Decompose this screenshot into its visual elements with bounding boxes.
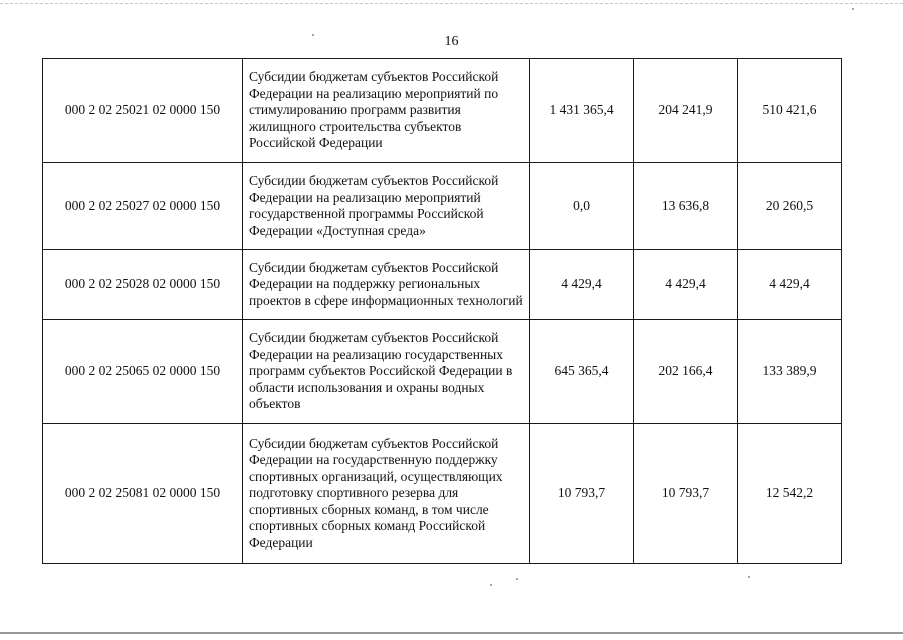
- scan-bottom-edge: [0, 632, 903, 634]
- value-3-cell: 133 389,9: [738, 320, 842, 424]
- value-3-cell: 4 429,4: [738, 250, 842, 320]
- budget-code-cell: 000 2 02 25065 02 0000 150: [43, 320, 243, 424]
- value-1-cell: 10 793,7: [530, 424, 634, 564]
- scan-speck: [312, 34, 314, 36]
- budget-code-cell: 000 2 02 25028 02 0000 150: [43, 250, 243, 320]
- value-3-cell: 510 421,6: [738, 59, 842, 163]
- table-row: [43, 163, 842, 250]
- description-cell: Субсидии бюджетам субъектов Российской Федерации на реализацию государственных программ субъектов Российской Федерации в области использования и охраны водных объектов: [243, 320, 530, 424]
- scan-top-edge: [0, 3, 903, 5]
- table-row: [43, 59, 842, 163]
- budget-code-cell: 000 2 02 25081 02 0000 150: [43, 424, 243, 564]
- scan-speck: [490, 584, 492, 586]
- value-1-cell: 4 429,4: [530, 250, 634, 320]
- value-1-cell: 1 431 365,4: [530, 59, 634, 163]
- scan-speck: [852, 8, 854, 10]
- scan-speck: [748, 576, 750, 578]
- value-2-cell: 204 241,9: [634, 59, 738, 163]
- value-1-cell: 0,0: [530, 163, 634, 250]
- value-3-cell: 20 260,5: [738, 163, 842, 250]
- table-row: [43, 320, 842, 424]
- description-cell: Субсидии бюджетам субъектов Российской Федерации на поддержку региональных проектов в сфере информационных технологий: [243, 250, 530, 320]
- scan-speck: [516, 578, 518, 580]
- table-row: [43, 250, 842, 320]
- value-2-cell: 202 166,4: [634, 320, 738, 424]
- value-2-cell: 10 793,7: [634, 424, 738, 564]
- value-2-cell: 4 429,4: [634, 250, 738, 320]
- budget-table: [42, 58, 842, 564]
- table-row: [43, 424, 842, 564]
- value-3-cell: 12 542,2: [738, 424, 842, 564]
- description-cell: Субсидии бюджетам субъектов Российской Федерации на государственную поддержку спортивных организаций, осуществляющих подготовку спортивного резерва для спортивных сборных команд, в том числе спортивных сборных команд Российской Федерации: [243, 424, 530, 564]
- budget-code-cell: 000 2 02 25021 02 0000 150: [43, 59, 243, 163]
- budget-code-cell: 000 2 02 25027 02 0000 150: [43, 163, 243, 250]
- description-cell: Субсидии бюджетам субъектов Российской Федерации на реализацию мероприятий государственной программы Российской Федерации «Доступная среда»: [243, 163, 530, 250]
- value-1-cell: 645 365,4: [530, 320, 634, 424]
- description-cell: Субсидии бюджетам субъектов Российской Федерации на реализацию мероприятий по стимулированию программ развития жилищного строительства субъектов Российской Федерации: [243, 59, 530, 163]
- page-number: 16: [444, 34, 459, 49]
- value-2-cell: 13 636,8: [634, 163, 738, 250]
